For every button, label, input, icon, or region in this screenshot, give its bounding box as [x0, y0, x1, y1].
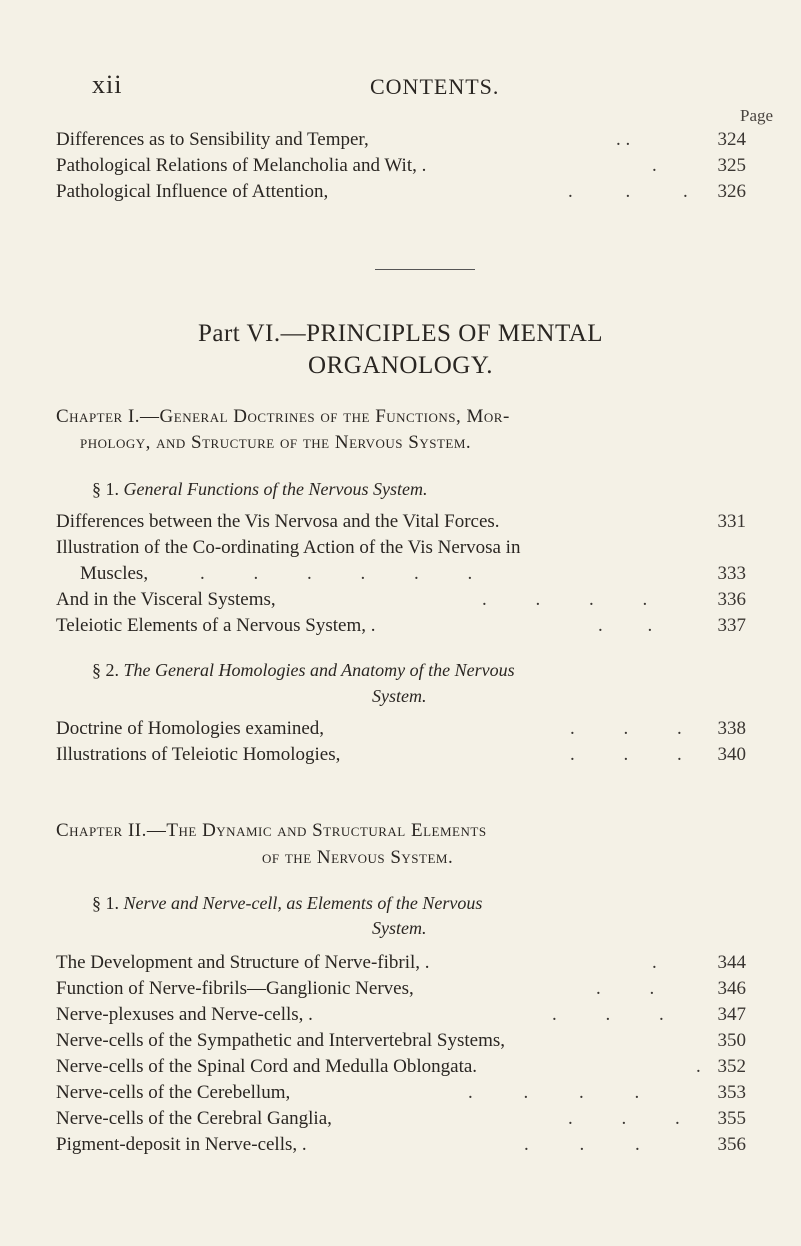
toc-entry-title: Doctrine of Homologies examined, — [56, 718, 325, 739]
toc-leaders: . . . . — [468, 1082, 640, 1103]
section-title: General Functions of the Nervous System. — [123, 479, 428, 499]
toc-leaders: . . — [596, 978, 655, 999]
toc-entry — [56, 587, 746, 613]
toc-page-number: 326 — [717, 181, 746, 202]
toc-entry — [56, 716, 746, 742]
toc-entry — [56, 976, 746, 1002]
toc-entry — [56, 1054, 746, 1080]
toc-leaders: . . — [598, 615, 653, 636]
toc-page-number: 333 — [717, 563, 746, 584]
toc-entry — [56, 950, 746, 976]
toc-entry-title: Nerve-cells of the Spinal Cord and Medulla Oblongata. — [56, 1056, 478, 1077]
toc-page-number: 340 — [717, 744, 746, 765]
toc-page-number: 346 — [717, 978, 746, 999]
toc-page-number: 355 — [717, 1108, 746, 1129]
section-heading — [92, 893, 482, 914]
section-heading — [92, 479, 427, 500]
toc-page-number: 353 — [717, 1082, 746, 1103]
toc-page-number: 344 — [717, 952, 746, 973]
toc-entry — [56, 1002, 746, 1028]
part-title: Part VI.—PRINCIPLES OF MENTAL — [197, 320, 604, 347]
toc-leaders: . . . — [570, 718, 682, 739]
toc-entry-title: The Development and Structure of Nerve-fibril, . — [56, 952, 430, 973]
toc-entry — [56, 535, 746, 561]
section-heading-continuation — [372, 686, 426, 707]
section-title: The General Homologies and Anatomy of the Nervous — [123, 660, 515, 680]
toc-entry-title: Nerve-cells of the Sympathetic and Intervertebral Systems, — [56, 1030, 505, 1051]
running-title: CONTENTS. — [370, 74, 500, 99]
toc-page-number: 338 — [717, 718, 746, 739]
toc-entry-title: Differences as to Sensibility and Temper, — [56, 129, 369, 150]
section-heading-continuation — [372, 918, 426, 939]
toc-leaders: . . . . . . — [200, 563, 473, 584]
toc-page-number: 347 — [717, 1004, 746, 1025]
section-number: § 1. — [92, 479, 119, 499]
toc-entry — [56, 1028, 746, 1054]
section-number: § 1. — [92, 893, 119, 913]
section-title-continuation: System. — [372, 686, 427, 706]
section-heading — [92, 660, 515, 681]
chapter-heading-continuation: of the Nervous System. — [262, 847, 454, 868]
toc-entry — [56, 179, 746, 205]
toc-entry-title: Pigment-deposit in Nerve-cells, . — [56, 1134, 307, 1155]
toc-page-number: 324 — [717, 129, 746, 150]
page-number: xii — [92, 70, 123, 99]
chapter-heading-continuation: phology, and Structure of the Nervous System. — [80, 432, 472, 453]
toc-entry — [56, 1132, 746, 1158]
toc-page-number: 356 — [717, 1134, 746, 1155]
toc-entry — [56, 153, 746, 179]
toc-leaders: . . . — [524, 1134, 640, 1155]
toc-entry-title: Teleiotic Elements of a Nervous System, . — [56, 615, 376, 636]
toc-leaders: . . — [616, 129, 631, 150]
toc-leaders: . . . — [570, 744, 682, 765]
toc-entry — [56, 127, 746, 153]
toc-page-number: 350 — [717, 1030, 746, 1051]
chapter-heading: Chapter II.—The Dynamic and Structural Elements — [56, 820, 487, 841]
toc-entry-title: Nerve-plexuses and Nerve-cells, . — [56, 1004, 313, 1025]
toc-entry-title: Muscles, — [80, 563, 149, 584]
toc-entry-title: And in the Visceral Systems, — [56, 589, 276, 610]
toc-entry — [56, 509, 746, 535]
section-divider — [375, 269, 475, 270]
toc-leaders: . . . . — [482, 589, 648, 610]
toc-entry — [56, 1080, 746, 1106]
toc-entry-title: Illustration of the Co-ordinating Action of the Vis Nervosa in — [56, 537, 521, 558]
toc-entry-title: Nerve-cells of the Cerebral Ganglia, — [56, 1108, 332, 1129]
section-title-continuation: System. — [372, 918, 427, 938]
toc-entry — [80, 561, 746, 587]
toc-entry-title: Nerve-cells of the Cerebellum, — [56, 1082, 291, 1103]
toc-page-number: 325 — [717, 155, 746, 176]
toc-entry-title: Differences between the Vis Nervosa and the Vital Forces. — [56, 511, 500, 532]
toc-leaders: . . . — [552, 1004, 664, 1025]
toc-entry — [56, 613, 746, 639]
chapter-heading: Chapter I.—General Doctrines of the Functions, Mor- — [56, 406, 510, 427]
toc-leaders: . . . — [568, 1108, 680, 1129]
toc-leaders: . — [696, 1056, 701, 1077]
part-title-continuation: ORGANOLOGY. — [308, 352, 493, 379]
toc-entry-title: Pathological Influence of Attention, — [56, 181, 329, 202]
toc-leaders: . . . — [568, 181, 688, 202]
page-column-label: Page — [740, 106, 774, 125]
toc-page-number: 352 — [717, 1056, 746, 1077]
section-number: § 2. — [92, 660, 119, 680]
section-title: Nerve and Nerve-cell, as Elements of the Nervous — [123, 893, 483, 913]
page-header — [0, 70, 801, 110]
toc-entry-title: Function of Nerve-fibrils—Ganglionic Nerves, — [56, 978, 414, 999]
toc-entry — [56, 742, 746, 768]
toc-leaders: . — [652, 952, 657, 973]
toc-page-number: 336 — [717, 589, 746, 610]
toc-entry-title: Illustrations of Teleiotic Homologies, — [56, 744, 341, 765]
toc-page-number: 337 — [717, 615, 746, 636]
toc-entry — [56, 1106, 746, 1132]
toc-entry-title: Pathological Relations of Melancholia and Wit, . — [56, 155, 427, 176]
toc-page-number: 331 — [717, 511, 746, 532]
toc-leaders: . — [652, 155, 657, 176]
